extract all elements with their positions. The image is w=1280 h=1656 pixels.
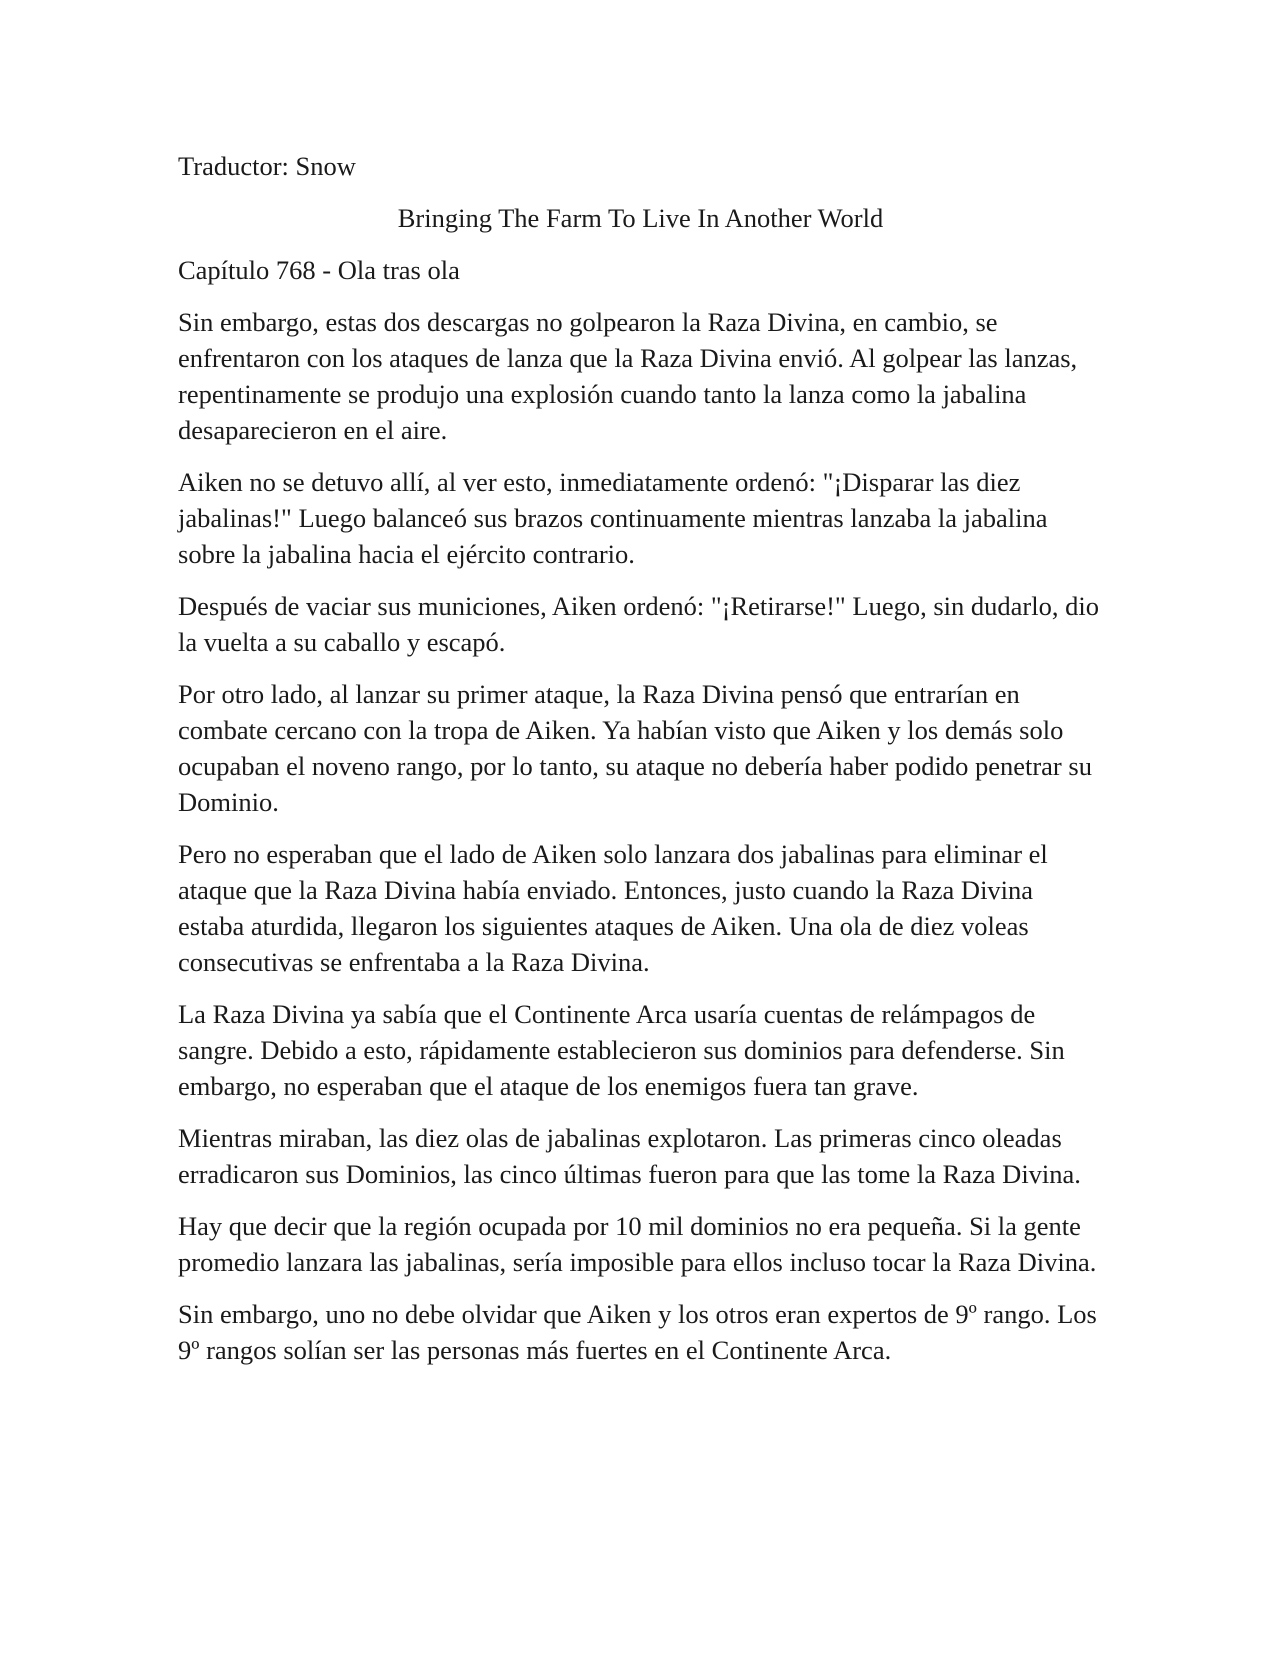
- paragraph: Sin embargo, estas dos descargas no golpearon la Raza Divina, en cambio, se enfrentaron con los ataques de lanza que la Raza Divina envió. Al golpear las lanzas, repentinamente se produjo una explosión cuando tanto la lanza como la jabalina desaparecieron en el aire.: [178, 307, 1078, 445]
- paragraph: La Raza Divina ya sabía que el Continente Arca usaría cuentas de relámpagos de sangre. Debido a esto, rápidamente establecieron sus dominios para defenderse. Sin embargo, no esperaban que el ataque de los enemigos fuera tan grave.: [178, 999, 1065, 1101]
- chapter-title: Capítulo 768 - Ola tras ola: [178, 255, 460, 285]
- paragraph: Por otro lado, al lanzar su primer ataque, la Raza Divina pensó que entrarían en combate cercano con la tropa de Aiken. Ya habían visto que Aiken y los demás solo ocupaban el noveno rango, por lo tanto, su ataque no debería haber podido penetrar su Dominio.: [178, 679, 1092, 817]
- paragraph: Mientras miraban, las diez olas de jabalinas explotaron. Las primeras cinco oleadas erradicaron sus Dominios, las cinco últimas fueron para que las tome la Raza Divina.: [178, 1123, 1081, 1189]
- paragraph: Aiken no se detuvo allí, al ver esto, inmediatamente ordenó: "¡Disparar las diez jabalinas!" Luego balanceó sus brazos continuamente mientras lanzaba la jabalina sobre la jabalina hacia el ejército contrario.: [178, 467, 1048, 569]
- book-title: Bringing The Farm To Live In Another World: [397, 203, 884, 233]
- paragraph: Sin embargo, uno no debe olvidar que Aiken y los otros eran expertos de 9º rango. Los 9º rangos solían ser las personas más fuertes en el Continente Arca.: [178, 1299, 1097, 1365]
- paragraph: Pero no esperaban que el lado de Aiken solo lanzara dos jabalinas para eliminar el ataque que la Raza Divina había enviado. Entonces, justo cuando la Raza Divina estaba aturdida, llegaron los siguientes ataques de Aiken. Una ola de diez voleas consecutivas se enfrentaba a la Raza Divina.: [178, 839, 1048, 977]
- paragraph: Hay que decir que la región ocupada por 10 mil dominios no era pequeña. Si la gente promedio lanzara las jabalinas, sería imposible para ellos incluso tocar la Raza Divina.: [178, 1211, 1097, 1277]
- paragraph: Después de vaciar sus municiones, Aiken ordenó: "¡Retirarse!" Luego, sin dudarlo, dio la vuelta a su caballo y escapó.: [178, 591, 1099, 657]
- document-page: [178, 148, 1103, 1384]
- translator-credit: Traductor: Snow: [178, 151, 356, 181]
